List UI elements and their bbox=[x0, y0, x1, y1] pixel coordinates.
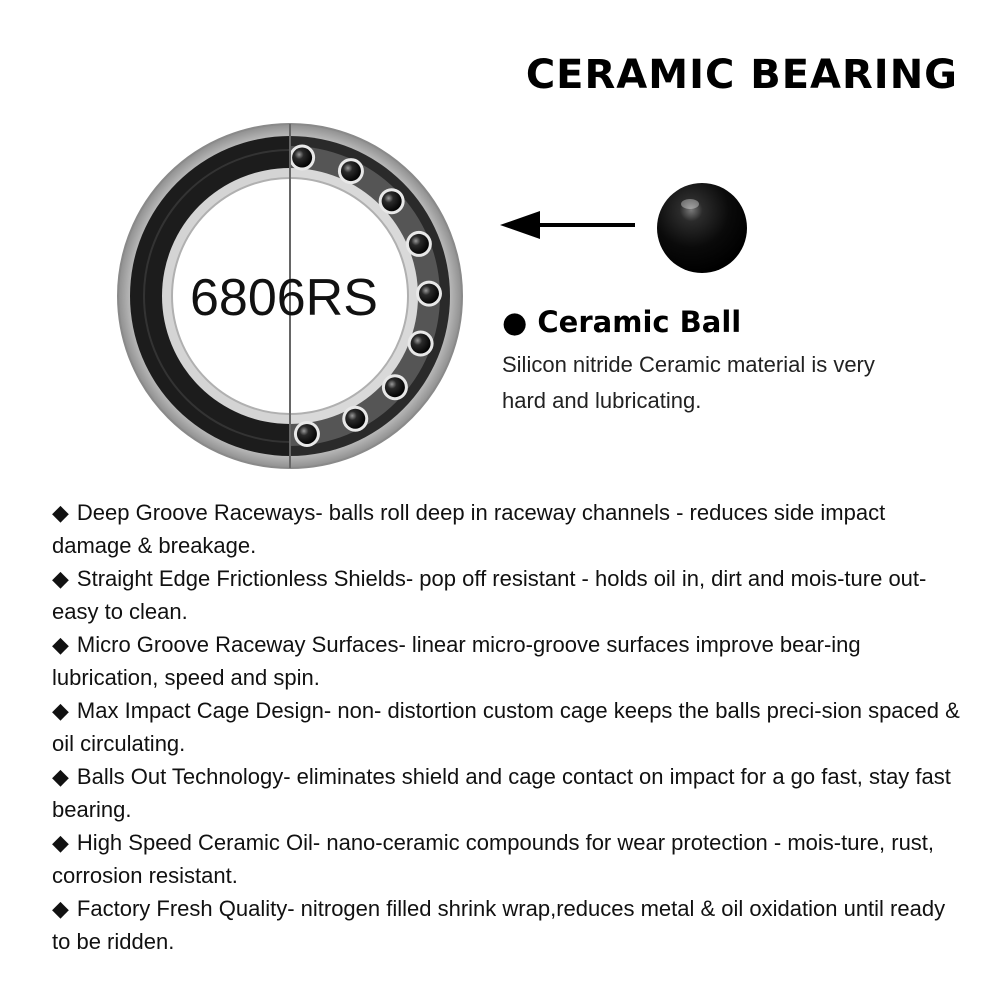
feature-list bbox=[52, 496, 967, 958]
feature-text: Straight Edge Frictionless Shields- pop off resistant - holds oil in, dirt and mois-ture out- easy to clean. bbox=[52, 566, 927, 624]
ceramic-ball-heading: ● Ceramic Ball bbox=[502, 305, 742, 339]
feature-item bbox=[52, 496, 967, 562]
feature-item bbox=[52, 628, 967, 694]
feature-item bbox=[52, 892, 967, 958]
feature-item bbox=[52, 826, 967, 892]
feature-item bbox=[52, 562, 967, 628]
diamond-bullet-icon: ◆ bbox=[52, 632, 69, 657]
bearing-ball bbox=[409, 234, 429, 254]
feature-text: High Speed Ceramic Oil- nano-ceramic compounds for wear protection - mois-ture, rust, corrosion resistant. bbox=[52, 830, 935, 888]
ceramic-ball-icon bbox=[656, 182, 748, 274]
page-title: CERAMIC BEARING bbox=[525, 52, 958, 98]
ceramic-ball-description: Silicon nitride Ceramic material is very hard and lubricating. bbox=[502, 352, 875, 413]
arrow-left-icon bbox=[500, 205, 635, 245]
diamond-bullet-icon: ◆ bbox=[52, 830, 69, 855]
bearing-ball bbox=[297, 424, 317, 444]
diamond-bullet-icon: ◆ bbox=[52, 764, 69, 789]
bearing-ball bbox=[292, 148, 312, 168]
feature-text: Balls Out Technology- eliminates shield and cage contact on impact for a go fast, stay fast bearing. bbox=[52, 764, 951, 822]
feature-text: Factory Fresh Quality- nitrogen filled shrink wrap,reduces metal & oil oxidation until ready to be ridden. bbox=[52, 896, 946, 954]
feature-text: Micro Groove Raceway Surfaces- linear micro-groove surfaces improve bear-ing lubrication, speed and spin. bbox=[52, 632, 861, 690]
feature-text: Max Impact Cage Design- non- distortion custom cage keeps the balls preci-sion spaced & oil circulating. bbox=[52, 698, 960, 756]
bearing-model-label: 6806RS bbox=[190, 269, 378, 327]
bearing-ball bbox=[419, 284, 439, 304]
diamond-bullet-icon: ◆ bbox=[52, 896, 69, 921]
feature-item bbox=[52, 694, 967, 760]
bearing-ball bbox=[382, 191, 402, 211]
diamond-bullet-icon: ◆ bbox=[52, 566, 69, 591]
diamond-bullet-icon: ◆ bbox=[52, 698, 69, 723]
bearing-ball bbox=[341, 161, 361, 181]
diamond-bullet-icon: ◆ bbox=[52, 500, 69, 525]
feature-item bbox=[52, 760, 967, 826]
feature-text: Deep Groove Raceways- balls roll deep in raceway channels - reduces side impact damage & breakage. bbox=[52, 500, 886, 558]
bearing-ball bbox=[345, 409, 365, 429]
bearing-ball bbox=[411, 334, 431, 354]
bearing-ball bbox=[385, 377, 405, 397]
